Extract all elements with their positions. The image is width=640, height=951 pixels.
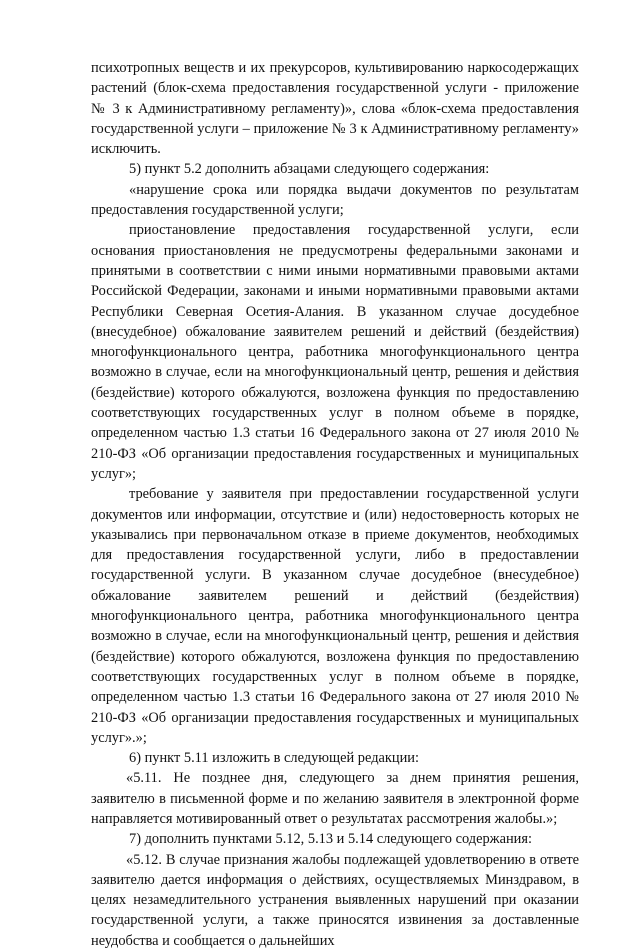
paragraph-suspension: приостановление предоставления государственной услуги, если основания приостановления не предусмотрены федеральными законами и принятыми в соответствии с ними иными нормативными правовыми актами Российской Федерации, законами и иными нормативными правовыми актами Республики Северная Осетия-Алания. В указанном случае досудебное (внесудебное) обжалование заявителем решений и действий (бездействия) многофункционального центра, работника многофункционального центра возможно в случае, если на многофункциональный центр, решения и действия (бездействие) которого обжалуются, возложена функция по предоставлению соответствующих государственных услуг в полном объеме в порядке, определенном частью 1.3 статьи 16 Федерального закона от 27 июля 2010 № 210-ФЗ «Об организации предоставления государственных и муниципальных услуг»; — [91, 222, 579, 482]
paragraph-item-6: 6) пункт 5.11 изложить в следующей редакции: — [129, 750, 420, 767]
document-page — [91, 58, 579, 951]
paragraph-5-11: «5.11. Не позднее дня, следующего за днем принятия решения, заявителю в письменной форме и по желанию заявителя в электронной форме направляется мотивированный ответ о результатах рассмотрения жалобы.»; — [91, 770, 579, 827]
paragraph-5-12: «5.12. В случае признания жалобы подлежащей удовлетворению в ответе заявителю дается информация о действиях, осуществляемых Минздравом, в целях незамедлительного устранения выявленных нарушений при оказании государственной услуги, а также приносятся извинения за доставленные неудобства и сообщается о дальнейших — [91, 851, 579, 949]
paragraph-violation-deadline: «нарушение срока или порядка выдачи документов по результатам предоставления государственной услуги; — [91, 181, 579, 219]
paragraph-item-7: 7) дополнить пунктами 5.12, 5.13 и 5.14 следующего содержания: — [129, 831, 533, 848]
paragraph-requirement: требование у заявителя при предоставлении государственной услуги документов или информации, отсутствие и (или) недостоверность которых не указывались при первоначальном отказе в приеме документов, необходимых для предоставления государственной услуги, либо в предоставлении государственной услуги. В указанном случае досудебное (внесудебное) обжалование заявителем решений и действий (бездействия) многофункционального центра, работника многофункционального центра возможно в случае, если на многофункциональный центр, решения и действия (бездействие) которого обжалуются, возложена функция по предоставлению соответствующих государственных услуг в полном объеме в порядке, определенном частью 1.3 статьи 16 Федерального закона от 27 июля 2010 № 210-ФЗ «Об организации предоставления государственных и муниципальных услуг».»; — [91, 486, 579, 746]
paragraph-item-5: 5) пункт 5.2 дополнить абзацами следующего содержания: — [129, 161, 490, 178]
paragraph-continuation: психотропных веществ и их прекурсоров, культивированию наркосодержащих растений (блок-схема предоставления государственной услуги - приложение № 3 к Административному регламенту)», слова «блок-схема предоставления государственной услуги – приложение № 3 к Административному регламенту» исключить. — [91, 60, 579, 158]
